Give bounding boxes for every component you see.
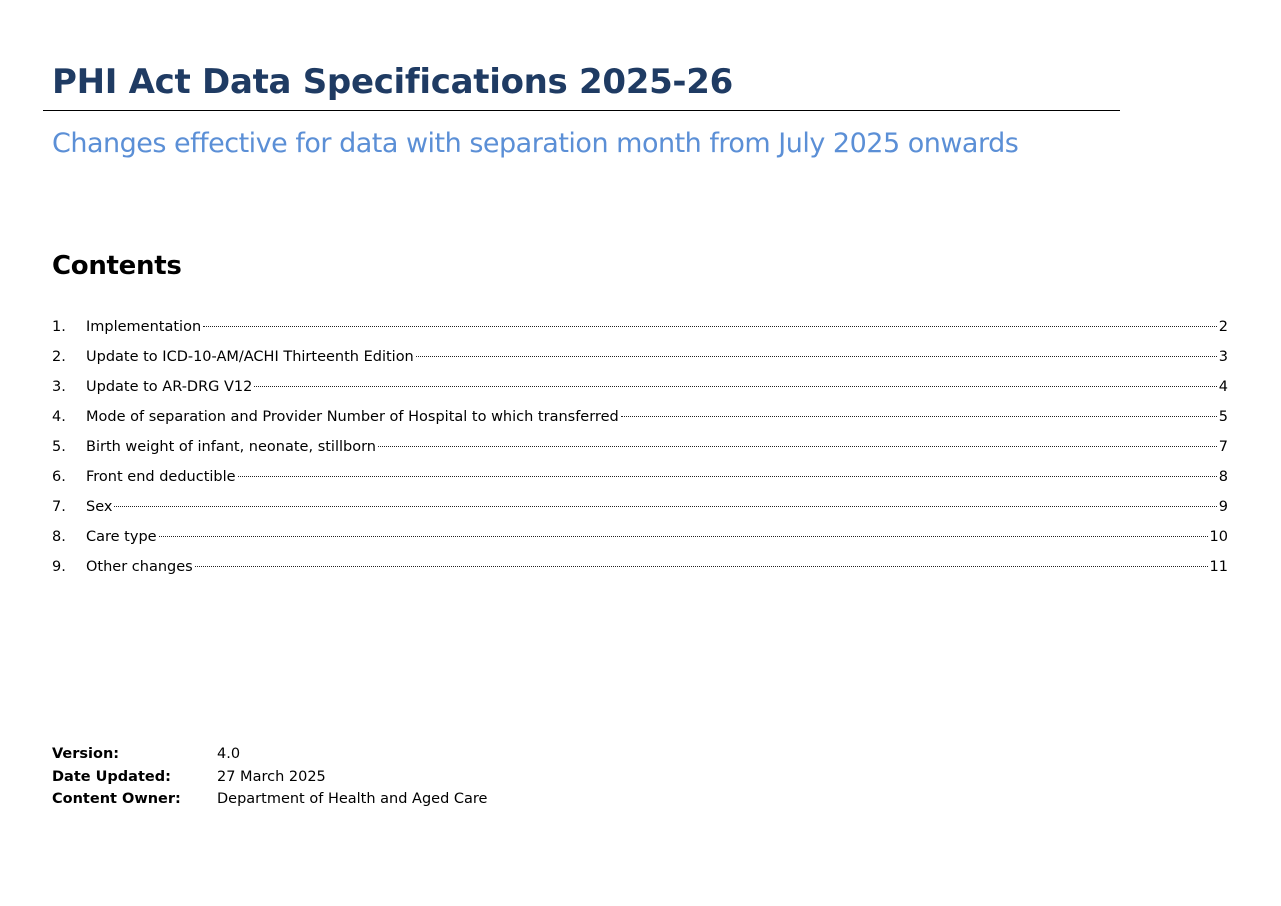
toc-entry-page: 8 bbox=[1218, 469, 1228, 485]
toc-entry-other-changes[interactable] bbox=[52, 552, 1228, 582]
version-value: 4.0 bbox=[217, 746, 241, 762]
toc-entry-number: 9. bbox=[52, 559, 66, 575]
toc-entry-number: 1. bbox=[52, 319, 66, 335]
toc-entry-page: 11 bbox=[1209, 559, 1228, 575]
content-owner-value: Department of Health and Aged Care bbox=[217, 791, 488, 807]
document-title: PHI Act Data Specifications 2025-26 bbox=[52, 62, 733, 102]
toc-entry-page: 5 bbox=[1218, 409, 1228, 425]
toc-entry-number: 2. bbox=[52, 349, 66, 365]
table-of-contents bbox=[52, 312, 1228, 582]
toc-entry-number: 6. bbox=[52, 469, 66, 485]
toc-entry-number: 4. bbox=[52, 409, 66, 425]
toc-entry-text: Other changes bbox=[86, 559, 193, 575]
contents-heading: Contents bbox=[52, 251, 182, 281]
toc-entry-page: 10 bbox=[1209, 529, 1228, 545]
toc-entry-page: 9 bbox=[1218, 499, 1228, 515]
toc-entry-text: Update to ICD-10-AM/ACHI Thirteenth Edition bbox=[86, 349, 414, 365]
toc-dot-leader bbox=[203, 326, 1217, 327]
toc-entry-text: Mode of separation and Provider Number of Hospital to which transferred bbox=[86, 409, 619, 425]
toc-entry-number: 5. bbox=[52, 439, 66, 455]
toc-entry-ardrg-update[interactable] bbox=[52, 372, 1228, 402]
date-updated-label: Date Updated: bbox=[52, 768, 171, 785]
date-updated-value: 27 March 2025 bbox=[217, 768, 326, 785]
content-owner-label: Content Owner: bbox=[52, 791, 181, 807]
toc-entry-text: Sex bbox=[86, 499, 113, 515]
toc-entry-number: 7. bbox=[52, 499, 66, 515]
toc-dot-leader bbox=[195, 566, 1208, 567]
meta-row-date-updated bbox=[52, 766, 487, 789]
toc-dot-leader bbox=[254, 386, 1216, 387]
toc-dot-leader bbox=[114, 506, 1216, 507]
toc-dot-leader bbox=[621, 416, 1217, 417]
toc-entry-care-type[interactable] bbox=[52, 522, 1228, 552]
toc-dot-leader bbox=[159, 536, 1208, 537]
version-label: Version: bbox=[52, 746, 120, 762]
toc-entry-page: 7 bbox=[1218, 439, 1228, 455]
document-metadata bbox=[52, 743, 487, 811]
toc-entry-icd-update[interactable] bbox=[52, 342, 1228, 372]
toc-entry-sex[interactable] bbox=[52, 492, 1228, 522]
toc-entry-page: 4 bbox=[1218, 379, 1228, 395]
meta-row-version bbox=[52, 743, 487, 766]
toc-entry-implementation[interactable] bbox=[52, 312, 1228, 342]
toc-entry-mode-of-separation[interactable] bbox=[52, 402, 1228, 432]
toc-dot-leader bbox=[416, 356, 1217, 357]
document-subtitle: Changes effective for data with separation month from July 2025 onwards bbox=[52, 128, 1019, 159]
toc-entry-page: 3 bbox=[1218, 349, 1228, 365]
toc-entry-number: 3. bbox=[52, 379, 66, 395]
toc-dot-leader bbox=[378, 446, 1217, 447]
toc-entry-page: 2 bbox=[1218, 319, 1228, 335]
toc-entry-text: Birth weight of infant, neonate, stillborn bbox=[86, 439, 376, 455]
toc-entry-text: Front end deductible bbox=[86, 469, 236, 485]
toc-entry-text: Care type bbox=[86, 529, 157, 545]
toc-entry-text: Update to AR-DRG V12 bbox=[86, 379, 253, 395]
toc-entry-text: Implementation bbox=[86, 319, 202, 335]
toc-entry-number: 8. bbox=[52, 529, 66, 545]
toc-dot-leader bbox=[238, 476, 1217, 477]
toc-entry-birth-weight[interactable] bbox=[52, 432, 1228, 462]
toc-entry-front-end-deductible[interactable] bbox=[52, 462, 1228, 492]
meta-row-content-owner bbox=[52, 788, 487, 811]
title-divider bbox=[43, 110, 1120, 111]
